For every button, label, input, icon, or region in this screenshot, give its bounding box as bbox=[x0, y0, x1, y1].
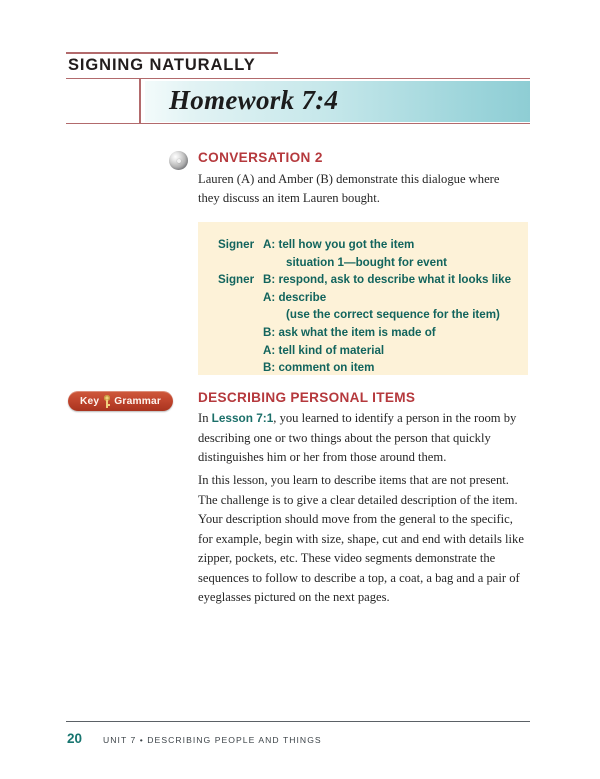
key-grammar-right-label: Grammar bbox=[114, 395, 161, 407]
lesson-reference: Lesson 7:1 bbox=[211, 411, 274, 425]
dialogue-line-text: B: ask what the item is made of bbox=[263, 325, 436, 339]
section-heading: DESCRIBING PERSONAL ITEMS bbox=[198, 390, 416, 405]
key-icon bbox=[103, 395, 110, 408]
section-paragraph-1 bbox=[198, 409, 524, 468]
dialogue-line bbox=[218, 306, 511, 324]
dvd-disc-icon bbox=[169, 151, 188, 170]
footer-unit-label: UNIT 7 • DESCRIBING PEOPLE AND THINGS bbox=[103, 735, 322, 745]
paragraph-1-rest: , you learned to identify a person in the room by describing one or two things about the person that quickly distinguishes him or her from those around them. bbox=[198, 411, 517, 464]
dialogue-line-text: A: describe bbox=[263, 290, 327, 304]
key-icon-tooth bbox=[108, 404, 110, 406]
dialogue-line-text: (use the correct sequence for the item) bbox=[286, 308, 500, 322]
dialogue-line bbox=[218, 359, 511, 377]
dialogue-line-text: B: comment on item bbox=[263, 361, 375, 375]
dialogue-line bbox=[218, 236, 511, 254]
dialogue-line-label: Signer bbox=[218, 238, 255, 251]
footer-rule bbox=[66, 721, 530, 722]
footer-page-number: 20 bbox=[67, 731, 83, 746]
running-head-vertical-rule bbox=[139, 78, 141, 124]
homework-banner bbox=[145, 81, 530, 122]
running-head-rule-top bbox=[66, 52, 278, 54]
running-head-rule-middle bbox=[66, 78, 530, 79]
dialogue-line bbox=[218, 289, 511, 307]
key-grammar-badge[interactable] bbox=[68, 391, 173, 411]
dialogue-line bbox=[218, 324, 511, 342]
homework-banner-title: Homework 7:4 bbox=[169, 85, 339, 115]
running-head bbox=[66, 52, 530, 132]
dialogue-lines bbox=[218, 236, 511, 377]
dialogue-line-text: A: tell how you got the item bbox=[263, 238, 415, 251]
key-grammar-left-label: Key bbox=[80, 395, 100, 407]
dvd-disc-hub bbox=[177, 159, 181, 163]
dialogue-box bbox=[198, 222, 528, 375]
dialogue-line-text: B: respond, ask to describe what it looks like bbox=[263, 273, 512, 287]
section-paragraph-2: In this lesson, you learn to describe items that are not present. The challenge is to give a clear detailed description of the item. Your description should move from the general to the specific, for example, begin with size, shape, cut and end with details like zipper, pockets, etc. These video segments demonstrate the sequences to follow to describe a top, a coat, a bag and a pair of eyeglasses pictured on the next pages. bbox=[198, 473, 524, 604]
dialogue-line-text: A: tell kind of material bbox=[263, 343, 385, 357]
dialogue-line bbox=[218, 254, 511, 272]
conversation-description: Lauren (A) and Amber (B) demonstrate this dialogue where they discuss an item Lauren bought. bbox=[198, 172, 500, 205]
dialogue-line-text: situation 1—bought for event bbox=[286, 255, 448, 269]
running-head-title: SIGNING NATURALLY bbox=[68, 56, 256, 74]
running-head-rule-bottom bbox=[66, 123, 530, 124]
dialogue-line bbox=[218, 342, 511, 360]
dialogue-line bbox=[218, 271, 511, 289]
dialogue-line-label: Signer bbox=[218, 273, 255, 287]
paragraph-1-lead: In bbox=[198, 411, 212, 425]
conversation-heading: CONVERSATION 2 bbox=[198, 150, 323, 165]
